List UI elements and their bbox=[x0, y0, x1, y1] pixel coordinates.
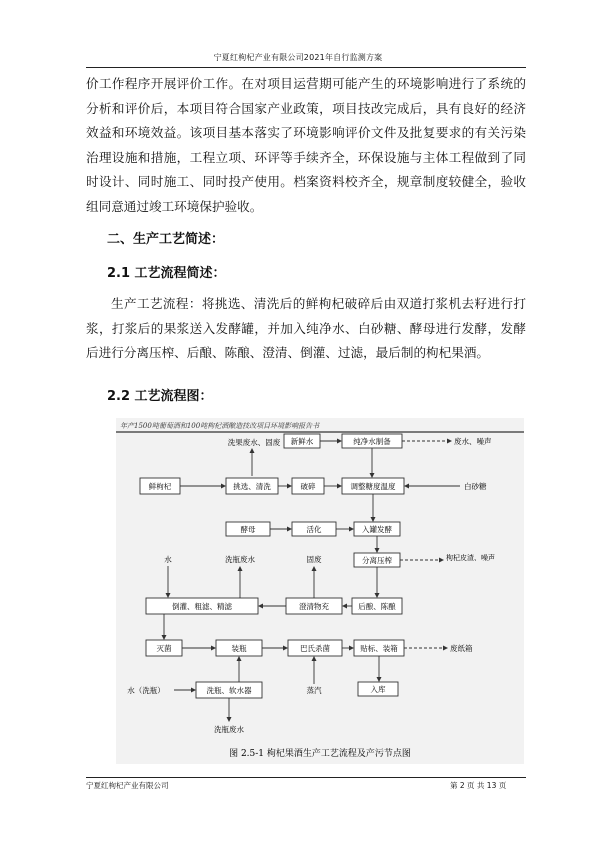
box-huohua-label: 活化 bbox=[306, 525, 322, 534]
box-xiaodu-label: 灭菌 bbox=[156, 644, 172, 653]
box-zhiguan-label: 倒灌、粗滤、精滤 bbox=[172, 602, 232, 611]
paragraph-process: 生产工艺流程：将挑选、清洗后的鲜枸杞破碎后由双道打浆机去籽进行打浆，打浆后的果浆送入发酵罐，并加入纯净水、白砂糖、酵母进行发酵，发酵后进行分离压榨、后酿、陈酿、澄清、倒灌、过滤，最后制的枸杞果酒。 bbox=[86, 296, 526, 361]
box-chunjingshui-label: 纯净水制备 bbox=[353, 437, 391, 446]
footer-page-number: 第 2 页 共 13 页 bbox=[450, 781, 507, 790]
box-zhuangping-label: 装瓶 bbox=[231, 644, 247, 653]
label-out-fenli: 枸杞皮渣、噪声 bbox=[446, 554, 495, 562]
box-posui-label: 破碎 bbox=[300, 482, 316, 491]
section-heading: 二、生产工艺简述： bbox=[107, 232, 225, 247]
box-xiping-label: 洗瓶、软水器 bbox=[206, 686, 252, 695]
page-header: 宁夏红枸杞产业有限公司2021年自行监测方案 bbox=[213, 53, 383, 62]
box-tiaozheng-label: 调整糖度温度 bbox=[350, 482, 396, 491]
label-out-xiping: 洗瓶废水 bbox=[214, 725, 244, 734]
label-out-chunjing: 废水、噪声 bbox=[454, 437, 492, 446]
label-out-tiebiao: 废纸箱 bbox=[450, 644, 473, 653]
box-houniang-label: 后酿、陈酿 bbox=[358, 602, 396, 611]
footer-company: 宁夏红枸杞产业有限公司 bbox=[86, 781, 169, 790]
label-out-tiaoxuan: 洗果废水、固废 bbox=[227, 438, 281, 447]
label-out-chengqing: 固废 bbox=[306, 555, 322, 564]
figure-caption: 图 2.5-1 枸杞果酒生产工艺流程及产污节点图 bbox=[229, 749, 411, 759]
subsection-heading-2-1: 2.1 工艺流程简述： bbox=[107, 266, 226, 281]
header-rule bbox=[86, 67, 526, 68]
figure-banner: 年产1500吨葡萄酒和100吨枸杞酒酿造技改项目环境影响报告书 bbox=[120, 422, 320, 430]
box-fenli-label: 分离压榨 bbox=[362, 556, 392, 565]
label-in-zhengqi: 蒸汽 bbox=[306, 686, 322, 695]
box-tiaoxuan-label: 挑选、清洗 bbox=[233, 482, 271, 491]
label-out-xiping-top: 洗瓶废水 bbox=[225, 555, 255, 564]
process-flow-diagram bbox=[116, 418, 524, 764]
paragraph-intro: 价工作程序开展评价工作。在对项目运营期可能产生的环境影响进行了系统的分析和评价后，本项目符合国家产业政策，项目技改完成后，具有良好的经济效益和环境效益。该项目基本落实了环境影响评价文件及批复要求的有关污染治理设施和措施，工程立项、环评等手续齐全，环保设施与主体工程做到了同时设计、同时施工、同时投产使用。档案资料校齐全，规章制度较健全，验收组同意通过竣工环境保护验收。 bbox=[86, 76, 526, 214]
box-bashi-label: 巴氏杀菌 bbox=[300, 644, 330, 653]
figure-background bbox=[116, 418, 524, 764]
box-rutong-label: 入罐发酵 bbox=[362, 525, 392, 534]
box-tiebiao-label: 贴标、装箱 bbox=[360, 644, 398, 653]
label-in-shui: 水 bbox=[164, 555, 172, 564]
label-in-baisha: 白砂糖 bbox=[464, 482, 487, 491]
box-jiaomu-label: 酵母 bbox=[240, 525, 256, 534]
label-in-shui2: 水（洗瓶） bbox=[127, 686, 165, 695]
process-flow-figure bbox=[116, 418, 524, 764]
box-xianjiqi-label: 鲜枸杞 bbox=[148, 482, 172, 491]
box-chengqing-label: 澄清物充 bbox=[299, 602, 329, 611]
box-ruku-label: 入库 bbox=[370, 685, 386, 694]
footer-rule bbox=[86, 777, 526, 778]
subsection-heading-2-2: 2.2 工艺流程图： bbox=[107, 389, 213, 404]
box-xinxianshui-label: 新鲜水 bbox=[290, 437, 314, 446]
